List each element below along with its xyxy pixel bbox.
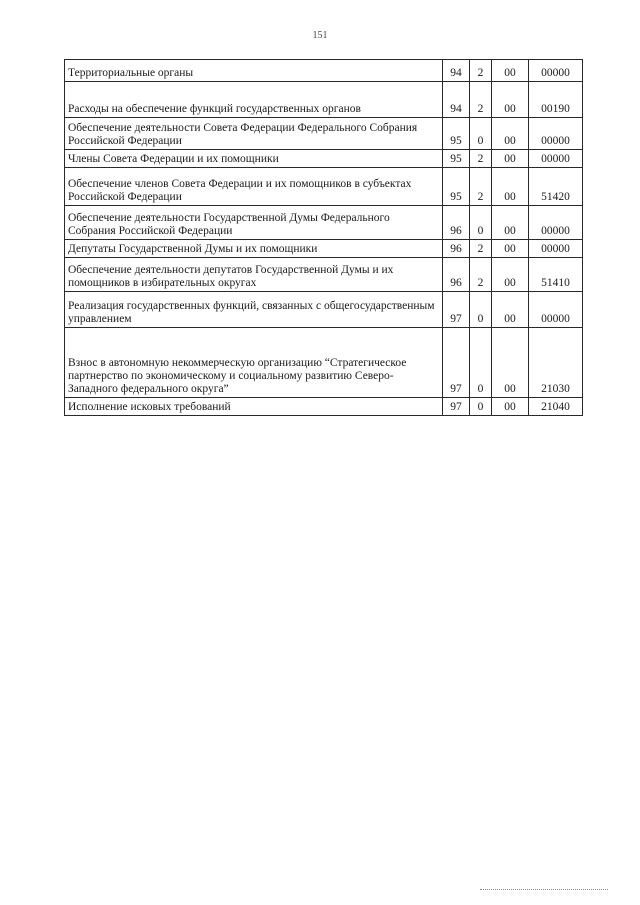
code-cell: 00000: [529, 60, 583, 82]
row-name-cell: Обеспечение деятельности депутатов Государственной Думы и их помощников в избирательных округах: [65, 258, 443, 292]
code-cell: 00: [492, 258, 529, 292]
code-cell: 97: [443, 328, 470, 398]
row-name-cell: Взнос в автономную некоммерческую организацию “Стратегическое партнерство по экономическому и социальному развитию Северо-Западного федерального округа”: [65, 328, 443, 398]
code-cell: 21030: [529, 328, 583, 398]
code-cell: 51410: [529, 258, 583, 292]
row-name-cell: Расходы на обеспечение функций государственных органов: [65, 82, 443, 118]
table-row: [65, 168, 583, 206]
code-cell: 00000: [529, 292, 583, 328]
table-row: [65, 328, 583, 398]
table-row: [65, 150, 583, 168]
code-cell: 94: [443, 82, 470, 118]
code-cell: 51420: [529, 168, 583, 206]
table-row: [65, 398, 583, 416]
code-cell: 95: [443, 168, 470, 206]
code-cell: 00: [492, 150, 529, 168]
code-cell: 00: [492, 60, 529, 82]
table-row: [65, 292, 583, 328]
code-cell: 95: [443, 118, 470, 150]
code-cell: 21040: [529, 398, 583, 416]
code-cell: 96: [443, 206, 470, 240]
code-cell: 0: [470, 328, 492, 398]
code-cell: 00: [492, 82, 529, 118]
row-name-cell: Обеспечение деятельности Государственной Думы Федерального Собрания Российской Федерации: [65, 206, 443, 240]
code-cell: 00: [492, 240, 529, 258]
row-name-cell: Обеспечение деятельности Совета Федерации Федерального Собрания Российской Федерации: [65, 118, 443, 150]
code-cell: 00: [492, 398, 529, 416]
code-cell: 00000: [529, 206, 583, 240]
row-name-cell: Обеспечение членов Совета Федерации и их помощников в субъектах Российской Федерации: [65, 168, 443, 206]
code-cell: 00: [492, 292, 529, 328]
table-row: [65, 82, 583, 118]
code-cell: 00: [492, 118, 529, 150]
table-row: [65, 240, 583, 258]
code-cell: 96: [443, 258, 470, 292]
code-cell: 97: [443, 292, 470, 328]
page-number: 151: [312, 30, 328, 41]
footer-divider: [480, 889, 608, 890]
code-cell: 2: [470, 60, 492, 82]
table-row: [65, 118, 583, 150]
table-row: [65, 258, 583, 292]
code-cell: 00000: [529, 150, 583, 168]
code-cell: 0: [470, 206, 492, 240]
code-cell: 94: [443, 60, 470, 82]
code-cell: 95: [443, 150, 470, 168]
code-cell: 00000: [529, 118, 583, 150]
budget-table: [64, 59, 583, 416]
code-cell: 2: [470, 258, 492, 292]
code-cell: 96: [443, 240, 470, 258]
table-row: [65, 60, 583, 82]
code-cell: 00: [492, 328, 529, 398]
code-cell: 2: [470, 168, 492, 206]
code-cell: 2: [470, 240, 492, 258]
code-cell: 00190: [529, 82, 583, 118]
row-name-cell: Члены Совета Федерации и их помощники: [65, 150, 443, 168]
code-cell: 0: [470, 398, 492, 416]
row-name-cell: Территориальные органы: [65, 60, 443, 82]
row-name-cell: Депутаты Государственной Думы и их помощники: [65, 240, 443, 258]
table-row: [65, 206, 583, 240]
code-cell: 0: [470, 292, 492, 328]
code-cell: 00000: [529, 240, 583, 258]
code-cell: 97: [443, 398, 470, 416]
row-name-cell: Исполнение исковых требований: [65, 398, 443, 416]
code-cell: 00: [492, 168, 529, 206]
row-name-cell: Реализация государственных функций, связанных с общегосударственным управлением: [65, 292, 443, 328]
code-cell: 2: [470, 82, 492, 118]
code-cell: 00: [492, 206, 529, 240]
code-cell: 0: [470, 118, 492, 150]
code-cell: 2: [470, 150, 492, 168]
